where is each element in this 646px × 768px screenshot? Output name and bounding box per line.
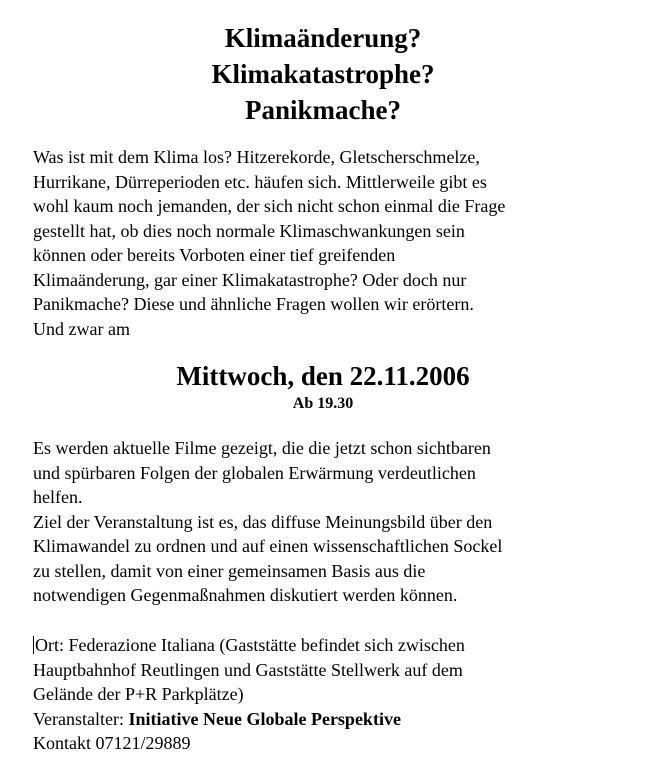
intro-line: Und zwar am: [33, 318, 130, 339]
intro-line: Was ist mit dem Klima los? Hitzerekorde, Gletscherschmelze,: [33, 147, 480, 167]
intro-line: Panikmache? Diese und ähnliche Fragen wollen wir erörtern.: [33, 294, 474, 314]
contact-line: Kontakt 07121/29889: [33, 733, 191, 753]
films-line: Es werden aktuelle Filme gezeigt, die die jetzt schon sichtbaren: [33, 438, 491, 458]
organizer-label: Veranstalter:: [33, 708, 124, 729]
films-line: helfen.: [33, 487, 83, 507]
location-line: Ort: Federazione Italiana (Gaststätte befindet sich zwischen: [35, 635, 465, 655]
title-block: [0, 20, 646, 128]
intro-line: wohl kaum noch jemanden, der sich nicht schon einmal die Frage: [33, 196, 506, 216]
organizer-line: [33, 707, 613, 732]
event-time: Ab 19.30: [292, 395, 354, 412]
intro-line: gestellt hat, ob dies noch normale Klimaschwankungen sein: [33, 220, 465, 241]
event-date-block: [0, 358, 646, 414]
goal-paragraph: [33, 510, 603, 608]
location-paragraph: [33, 633, 613, 707]
event-date: Mittwoch, den 22.11.2006: [176, 361, 470, 391]
text-cursor: [33, 636, 34, 654]
organizer-name: Initiative Neue Globale Perspektive: [128, 708, 401, 729]
intro-paragraph: [33, 145, 593, 341]
title-line-1: Klimaänderung?: [224, 23, 422, 53]
goal-line: Ziel der Veranstaltung ist es, das diffuse Meinungsbild über den: [33, 511, 493, 532]
goal-line: zu stellen, damit von einer gemeinsamen Basis aus die: [33, 560, 426, 581]
description-block: [33, 436, 603, 608]
goal-line: Klimawandel zu ordnen und auf einen wissenschaftlichen Sockel: [33, 536, 503, 556]
goal-line: notwendigen Gegenmaßnahmen diskutiert werden können.: [33, 585, 458, 605]
intro-line: Klimaänderung, gar einer Klimakatastrophe? Oder doch nur: [33, 269, 467, 290]
info-block: [33, 633, 613, 756]
intro-line: können oder bereits Vorboten einer tief greifenden: [33, 245, 396, 265]
intro-line: Hurrikane, Dürreperioden etc. häufen sich. Mittlerweile gibt es: [33, 171, 487, 192]
location-line: Hauptbahnhof Reutlingen und Gaststätte Stellwerk auf dem: [33, 659, 463, 680]
title-line-2: Klimakatastrophe?: [211, 59, 435, 89]
films-line: und spürbaren Folgen der globalen Erwärmung verdeutlichen: [33, 462, 476, 483]
location-line: Gelände der P+R Parkplätze): [33, 684, 244, 704]
films-paragraph: [33, 436, 603, 510]
title-line-3: Panikmache?: [244, 95, 401, 125]
